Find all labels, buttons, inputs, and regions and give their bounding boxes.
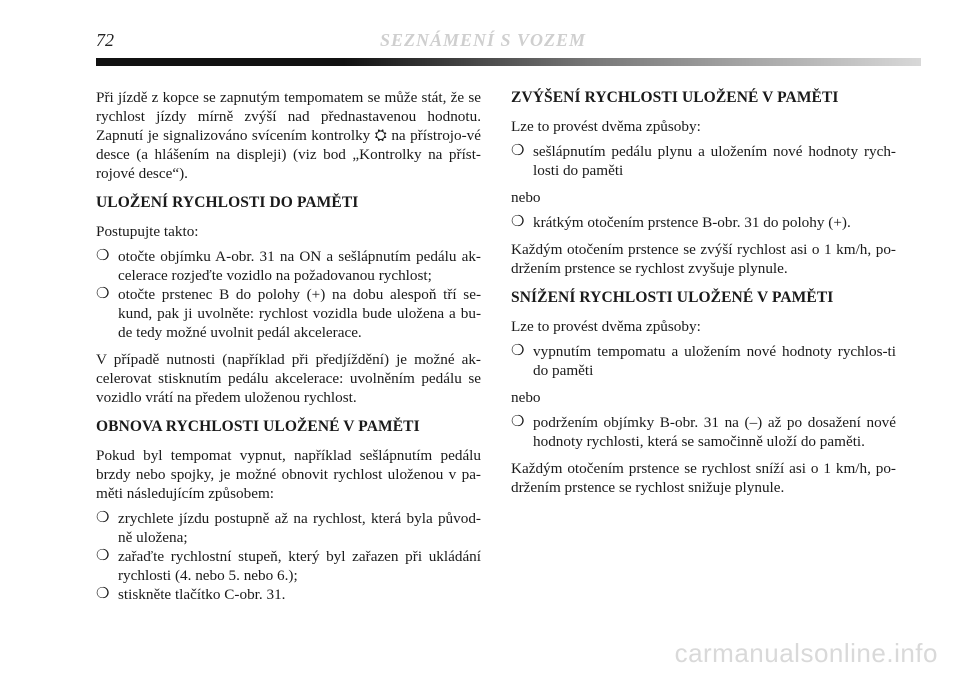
store-speed-list — [96, 247, 481, 342]
list-item: ❍ podržením objímky B-obr. 31 na (–) až po dosažení nové hodnoty rychlosti, která se samočinně uloží do paměti. — [511, 414, 896, 450]
list-item: ❍ stiskněte tlačítko C-obr. 31. — [96, 586, 286, 603]
right-column — [511, 88, 896, 505]
section-heading-increase-speed: ZVÝŠENÍ RYCHLOSTI ULOŽENÉ V PAMĚTI — [511, 89, 839, 106]
list-item: ❍ otočte objímku A-obr. 31 na ON a sešlápnutím pedálu ak-celerace rozjeďte vozidlo na požadovanou rychlost; — [96, 248, 481, 284]
list-item: ❍ zařaďte rychlostní stupeň, který byl zařazen při ukládání rychlosti (4. nebo 5. nebo 6.); — [96, 548, 481, 584]
list-item: ❍ sešlápnutím pedálu plynu a uložením nové hodnoty rych-losti do paměti — [511, 143, 896, 179]
bullet-icon: ❍ — [511, 143, 525, 159]
restore-speed-text: Pokud byl tempomat vypnut, například sešlápnutím pedálu brzdy nebo spojky, je možné obnovit rychlost uloženou v pa-měti následujícím způsobem: — [96, 447, 481, 502]
restore-speed-list — [96, 509, 481, 604]
list-item: ❍ zrychlete jízdu postupně až na rychlost, která byla původ-ně uložena; — [96, 510, 481, 546]
bullet-icon: ❍ — [96, 548, 110, 564]
store-speed-lead: Postupujte takto: — [96, 223, 199, 240]
list-item: ❍ vypnutím tempomatu a uložením nové hodnoty rychlos-ti do paměti — [511, 343, 896, 379]
list-item: ❍ krátkým otočením prstence B-obr. 31 do polohy (+). — [511, 214, 851, 231]
bullet-icon: ❍ — [96, 286, 110, 302]
left-column — [96, 88, 481, 612]
page-number: 72 — [96, 30, 114, 50]
bullet-icon: ❍ — [511, 414, 525, 430]
decrease-speed-lead: Lze to provést dvěma způsoby: — [511, 318, 701, 335]
list-item: ❍ otočte prstenec B do polohy (+) na dobu alespoň tří se-kund, pak ji uvolněte: rychlost vozidla bude uložena a bu-de tedy možné uvolnit pedál akcelerace. — [96, 286, 481, 341]
increase-speed-list-alt — [511, 213, 896, 232]
decrease-speed-list-alt — [511, 413, 896, 451]
bullet-icon: ❍ — [511, 343, 525, 359]
bullet-icon: ❍ — [511, 214, 525, 230]
increase-speed-lead: Lze to provést dvěma způsoby: — [511, 118, 701, 135]
increase-speed-note: Každým otočením prstence se zvýší rychlost asi o 1 km/h, po-držením prstence se rychlost zvyšuje plynule. — [511, 241, 896, 277]
decrease-speed-note: Každým otočením prstence se rychlost sníží asi o 1 km/h, po-držením prstence se rychlost snižuje plynule. — [511, 460, 896, 496]
intro-paragraph: Při jízdě z kopce se zapnutým tempomatem se může stát, že se rychlost jízdy mírně zvýší nad přednastavenou hodnotu. Zapnutí je signalizováno svícením kontrolky ⛭ na přístrojo-vé desce (a hlášením na displeji) (viz bod „Kontrolky na příst-rojové desce“). — [96, 89, 481, 182]
section-heading-restore-speed: OBNOVA RYCHLOSTI ULOŽENÉ V PAMĚTI — [96, 418, 420, 435]
header-rule — [96, 58, 921, 66]
bullet-icon: ❍ — [96, 586, 110, 602]
section-heading-store-speed: ULOŽENÍ RYCHLOSTI DO PAMĚTI — [96, 194, 359, 211]
running-header: SEZNÁMENÍ S VOZEM — [380, 30, 587, 50]
or-text: nebo — [511, 389, 541, 406]
bullet-icon: ❍ — [96, 510, 110, 526]
store-speed-note: V případě nutnosti (například při předjíždění) je možné ak-celerovat stisknutím pedálu akcelerace: uvolněním pedálu se vozidlo vrátí na předem uloženou rychlost. — [96, 351, 481, 406]
or-text: nebo — [511, 189, 541, 206]
decrease-speed-list — [511, 342, 896, 380]
increase-speed-list — [511, 142, 896, 180]
watermark: carmanualsonline.info — [674, 638, 938, 668]
bullet-icon: ❍ — [96, 248, 110, 264]
section-heading-decrease-speed: SNÍŽENÍ RYCHLOSTI ULOŽENÉ V PAMĚTI — [511, 289, 834, 306]
